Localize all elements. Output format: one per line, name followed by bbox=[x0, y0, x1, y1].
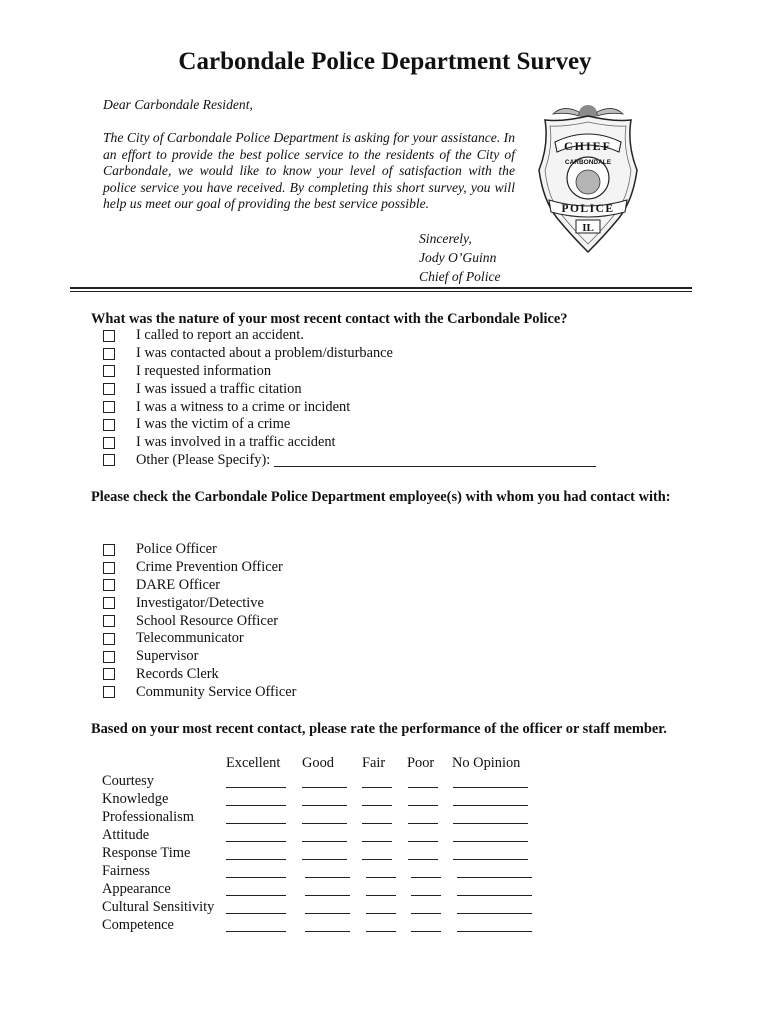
excellent-blank[interactable] bbox=[226, 931, 286, 932]
excellent-blank[interactable] bbox=[226, 823, 286, 824]
option-label: Community Service Officer bbox=[136, 683, 297, 700]
fair-blank[interactable] bbox=[366, 895, 396, 896]
option-contacted-problem[interactable] bbox=[103, 345, 596, 363]
column-header-poor: Poor bbox=[407, 755, 435, 771]
option-witness[interactable] bbox=[103, 398, 596, 416]
checkbox[interactable] bbox=[103, 579, 115, 591]
column-header-excellent: Excellent bbox=[226, 755, 281, 771]
poor-blank[interactable] bbox=[408, 805, 438, 806]
checkbox[interactable] bbox=[103, 615, 115, 627]
rating-row-label: Competence bbox=[102, 917, 174, 933]
no-opinion-blank[interactable] bbox=[453, 823, 528, 824]
divider-line bbox=[70, 291, 692, 292]
letter-body: The City of Carbondale Police Department is asking for your assistance. In an effort to provide the best police service to the residents of the City of Carbondale, we would like to know your level of satisfaction with the police service you have received. By completing this short survey, you will help us meet our goal of providing the best service possible. bbox=[103, 130, 515, 212]
letter-greeting: Dear Carbondale Resident, bbox=[103, 97, 253, 112]
option-police-officer[interactable] bbox=[103, 541, 296, 559]
checkbox[interactable] bbox=[103, 651, 115, 663]
poor-blank[interactable] bbox=[411, 931, 441, 932]
good-blank[interactable] bbox=[302, 859, 347, 860]
rating-row-attitude bbox=[102, 827, 562, 845]
option-investigator[interactable] bbox=[103, 594, 296, 612]
checkbox[interactable] bbox=[103, 348, 115, 360]
police-badge-logo bbox=[533, 100, 643, 260]
contact-nature-options bbox=[103, 327, 596, 469]
other-specify-field[interactable] bbox=[274, 453, 596, 467]
checkbox[interactable] bbox=[103, 401, 115, 413]
option-dare-officer[interactable] bbox=[103, 577, 296, 595]
option-label: I was a witness to a crime or incident bbox=[136, 398, 351, 415]
no-opinion-blank[interactable] bbox=[453, 859, 528, 860]
good-blank[interactable] bbox=[305, 877, 350, 878]
option-label: I was contacted about a problem/disturbance bbox=[136, 345, 393, 362]
no-opinion-blank[interactable] bbox=[457, 931, 532, 932]
option-label: Crime Prevention Officer bbox=[136, 559, 283, 576]
checkbox[interactable] bbox=[103, 633, 115, 645]
fair-blank[interactable] bbox=[362, 841, 392, 842]
poor-blank[interactable] bbox=[408, 823, 438, 824]
excellent-blank[interactable] bbox=[226, 787, 286, 788]
no-opinion-blank[interactable] bbox=[453, 787, 528, 788]
option-label: Records Clerk bbox=[136, 665, 219, 682]
option-label: I requested information bbox=[136, 362, 272, 379]
option-requested-info[interactable] bbox=[103, 363, 596, 381]
letter-signoff bbox=[419, 229, 501, 286]
option-community-service[interactable] bbox=[103, 683, 296, 701]
excellent-blank[interactable] bbox=[226, 877, 286, 878]
rating-row-cultural-sensitivity bbox=[102, 899, 562, 917]
rating-row-professionalism bbox=[102, 809, 562, 827]
poor-blank[interactable] bbox=[408, 859, 438, 860]
option-label: I was involved in a traffic accident bbox=[136, 434, 336, 451]
no-opinion-blank[interactable] bbox=[453, 805, 528, 806]
column-header-no-opinion: No Opinion bbox=[452, 755, 521, 771]
option-telecommunicator[interactable] bbox=[103, 630, 296, 648]
checkbox[interactable] bbox=[103, 668, 115, 680]
poor-blank[interactable] bbox=[411, 877, 441, 878]
question-rating: Based on your most recent contact, please rate the performance of the officer or staff member. bbox=[91, 721, 667, 737]
poor-blank[interactable] bbox=[411, 913, 441, 914]
no-opinion-blank[interactable] bbox=[457, 913, 532, 914]
question-contact-nature: What was the nature of your most recent contact with the Carbondale Police? bbox=[91, 311, 568, 327]
excellent-blank[interactable] bbox=[226, 913, 286, 914]
rating-row-label: Appearance bbox=[102, 881, 171, 897]
signer-title: Chief of Police bbox=[419, 269, 501, 284]
rating-row-courtesy bbox=[102, 773, 562, 791]
excellent-blank[interactable] bbox=[226, 895, 286, 896]
option-label: Supervisor bbox=[136, 648, 199, 665]
checkbox[interactable] bbox=[103, 597, 115, 609]
option-label: Police Officer bbox=[136, 541, 217, 558]
checkbox[interactable] bbox=[103, 330, 115, 342]
signer-name: Jody O’Guinn bbox=[419, 250, 497, 265]
badge-state-text: IL bbox=[582, 222, 594, 234]
rating-row-knowledge bbox=[102, 791, 562, 809]
excellent-blank[interactable] bbox=[226, 859, 286, 860]
good-blank[interactable] bbox=[302, 841, 347, 842]
rating-row-label: Courtesy bbox=[102, 773, 154, 789]
rating-row-label: Cultural Sensitivity bbox=[102, 899, 215, 915]
rating-row-label: Response Time bbox=[102, 845, 191, 861]
good-blank[interactable] bbox=[302, 787, 347, 788]
option-label: Other (Please Specify): bbox=[136, 451, 271, 468]
option-label: School Resource Officer bbox=[136, 612, 278, 629]
rating-row-appearance bbox=[102, 881, 562, 899]
badge-chief-text: CHIEF bbox=[563, 139, 613, 153]
option-label: I was issued a traffic citation bbox=[136, 380, 302, 397]
fair-blank[interactable] bbox=[366, 877, 396, 878]
checkbox[interactable] bbox=[103, 437, 115, 449]
closing-text: Sincerely, bbox=[419, 231, 472, 246]
poor-blank[interactable] bbox=[411, 895, 441, 896]
fair-blank[interactable] bbox=[362, 823, 392, 824]
option-other[interactable] bbox=[103, 452, 596, 470]
good-blank[interactable] bbox=[302, 823, 347, 824]
poor-blank[interactable] bbox=[408, 787, 438, 788]
option-supervisor[interactable] bbox=[103, 648, 296, 666]
rating-row-label: Attitude bbox=[102, 827, 150, 843]
checkbox[interactable] bbox=[103, 365, 115, 377]
fair-blank[interactable] bbox=[362, 859, 392, 860]
option-report-accident[interactable] bbox=[103, 327, 596, 345]
option-traffic-accident[interactable] bbox=[103, 434, 596, 452]
badge-city-text: CARBONDALE bbox=[564, 159, 612, 166]
excellent-blank[interactable] bbox=[226, 805, 286, 806]
question-employee-contact: Please check the Carbondale Police Department employee(s) with whom you had contact with: bbox=[91, 489, 671, 505]
option-traffic-citation[interactable] bbox=[103, 380, 596, 398]
rating-row-label: Knowledge bbox=[102, 791, 169, 807]
option-label: DARE Officer bbox=[136, 576, 221, 593]
good-blank[interactable] bbox=[305, 931, 350, 932]
page-title: Carbondale Police Department Survey bbox=[178, 48, 592, 75]
option-label: I was the victim of a crime bbox=[136, 416, 291, 433]
option-crime-prevention[interactable] bbox=[103, 559, 296, 577]
checkbox[interactable] bbox=[103, 544, 115, 556]
poor-blank[interactable] bbox=[408, 841, 438, 842]
divider-line bbox=[70, 287, 692, 289]
option-label: Telecommunicator bbox=[136, 630, 244, 647]
good-blank[interactable] bbox=[302, 805, 347, 806]
rating-row-label: Professionalism bbox=[102, 809, 194, 825]
option-label: I called to report an accident. bbox=[136, 327, 304, 344]
option-school-resource[interactable] bbox=[103, 612, 296, 630]
rating-row-fairness bbox=[102, 863, 562, 881]
rating-row-response-time bbox=[102, 845, 562, 863]
checkbox[interactable] bbox=[103, 686, 115, 698]
checkbox[interactable] bbox=[103, 383, 115, 395]
good-blank[interactable] bbox=[305, 913, 350, 914]
rating-row-competence bbox=[102, 917, 562, 935]
no-opinion-blank[interactable] bbox=[453, 841, 528, 842]
column-header-fair: Fair bbox=[362, 755, 386, 771]
checkbox[interactable] bbox=[103, 562, 115, 574]
badge-police-text: POLICE bbox=[561, 203, 615, 215]
column-header-good: Good bbox=[302, 755, 334, 771]
checkbox[interactable] bbox=[103, 454, 115, 466]
option-records-clerk[interactable] bbox=[103, 666, 296, 684]
fair-blank[interactable] bbox=[366, 913, 396, 914]
good-blank[interactable] bbox=[305, 895, 350, 896]
no-opinion-blank[interactable] bbox=[457, 877, 532, 878]
option-victim[interactable] bbox=[103, 416, 596, 434]
fair-blank[interactable] bbox=[362, 787, 392, 788]
excellent-blank[interactable] bbox=[226, 841, 286, 842]
fair-blank[interactable] bbox=[366, 931, 396, 932]
rating-row-label: Fairness bbox=[102, 863, 150, 879]
checkbox[interactable] bbox=[103, 419, 115, 431]
employee-options bbox=[103, 541, 296, 701]
fair-blank[interactable] bbox=[362, 805, 392, 806]
no-opinion-blank[interactable] bbox=[457, 895, 532, 896]
option-label: Investigator/Detective bbox=[136, 594, 264, 611]
